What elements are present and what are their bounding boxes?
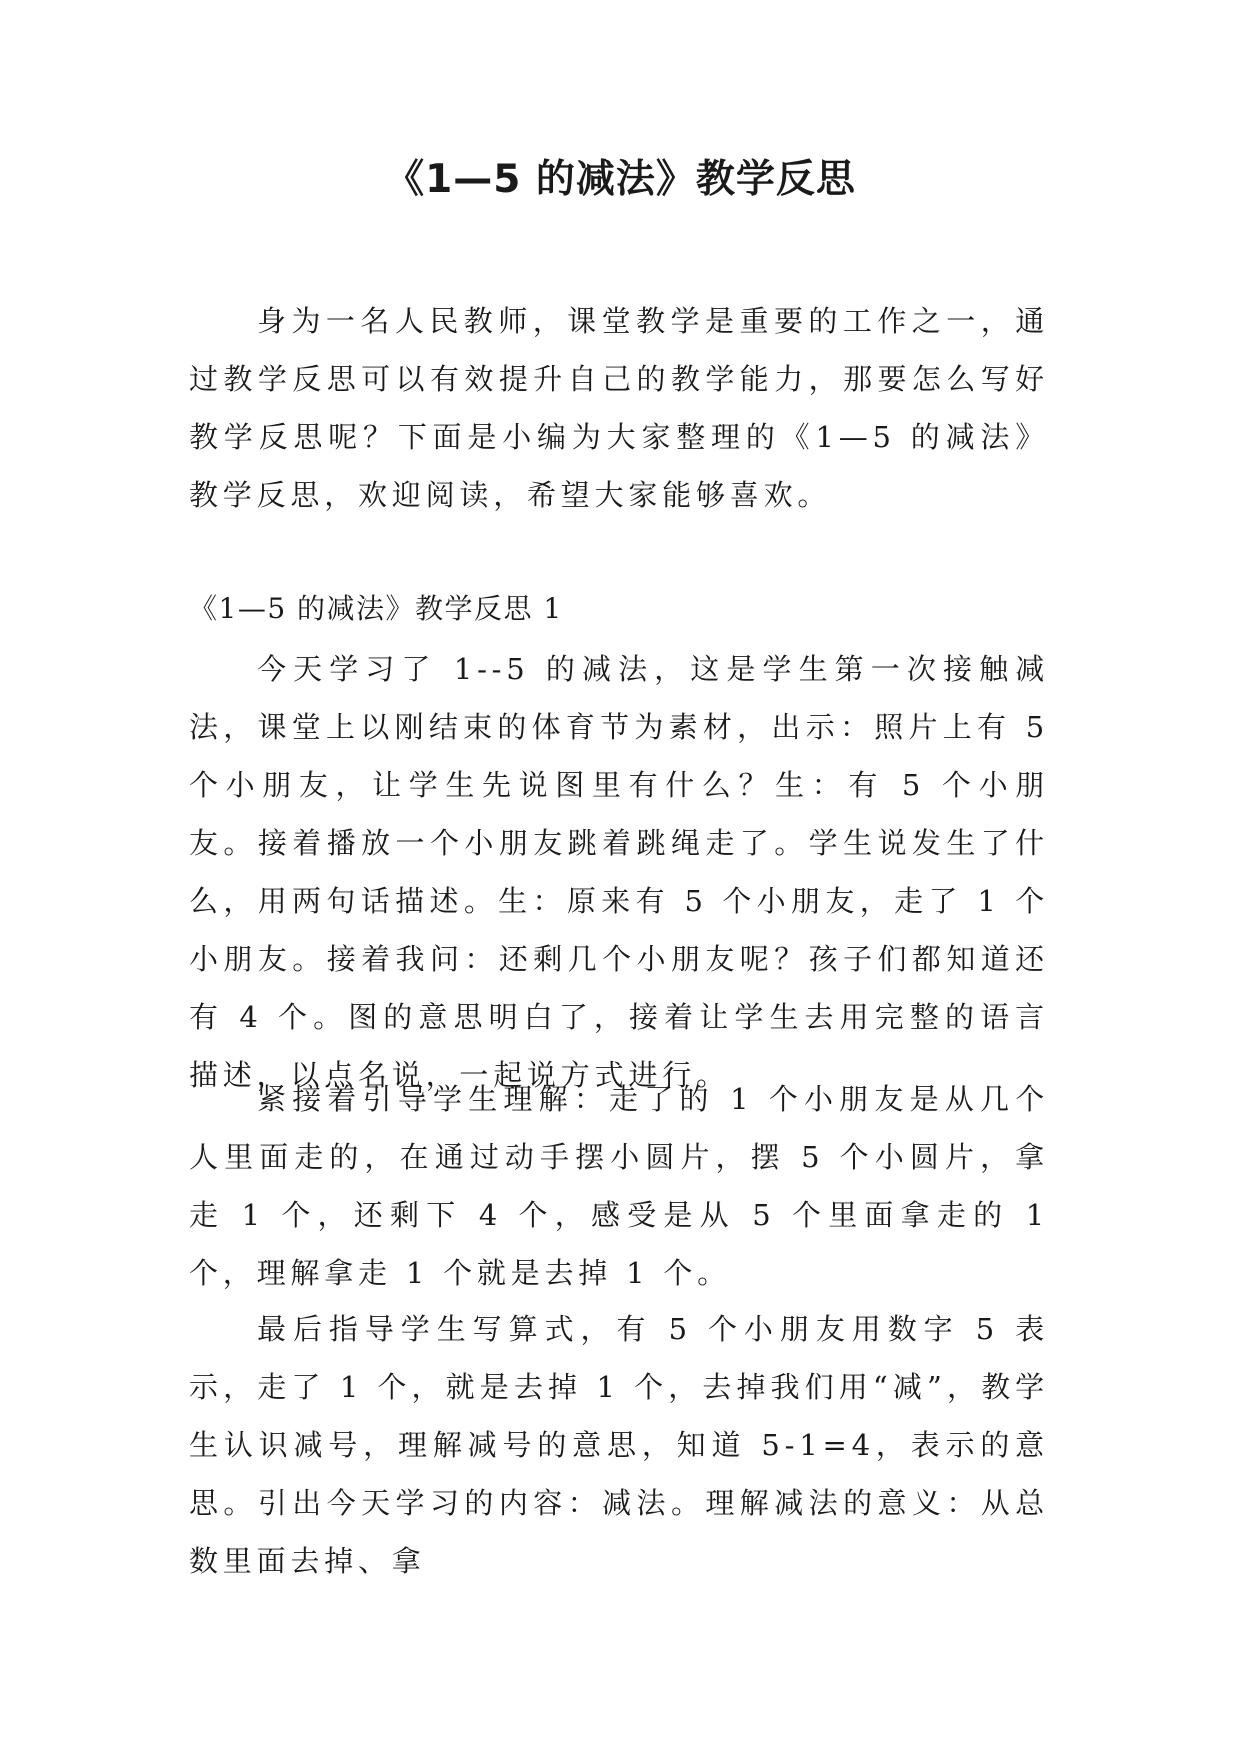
body-paragraph-1: 今天学习了 1--5 的减法，这是学生第一次接触减法，课堂上以刚结束的体育节为素材，出示：照片上有 5 个小朋友，让学生先说图里有什么？生：有 5 个小朋友。接着播放一个小朋友跳着跳绳走了。学生说发生了什么，用两句话描述。生：原来有 5 个小朋友，走了 1 个小朋友。接着我问：还剩几个小朋友呢？孩子们都知道还有 4 个。图的意思明白了，接着让学生去用完整的语言描述，以点名说，一起说方式进行。 — [189, 652, 1049, 1092]
body-paragraph-3: 最后指导学生写算式，有 5 个小朋友用数字 5 表示，走了 1 个，就是去掉 1 个，去掉我们用“减”，教学生认识减号，理解减号的意思，知道 5-1=4，表示的意思。引出今天学习的内容：减法。理解减法的意义：从总数里面去掉、拿 — [189, 1312, 1049, 1578]
body-paragraph-2: 紧接着引导学生理解：走了的 1 个小朋友是从几个人里面走的，在通过动手摆小圆片，摆 5 个小圆片，拿走 1 个，还剩下 4 个，感受是从 5 个里面拿走的 1 个，理解拿走 1 个就是去掉 1 个。 — [189, 1082, 1049, 1290]
intro-paragraph: 身为一名人民教师，课堂教学是重要的工作之一，通过教学反思可以有效提升自己的教学能力，那要怎么写好教学反思呢？下面是小编为大家整理的《1—5 的减法》教学反思，欢迎阅读，希望大家能够喜欢。 — [189, 304, 1049, 512]
document-title: 《1—5 的减法》教学反思 — [385, 157, 856, 202]
section-heading: 《1—5 的减法》教学反思 1 — [189, 592, 563, 625]
